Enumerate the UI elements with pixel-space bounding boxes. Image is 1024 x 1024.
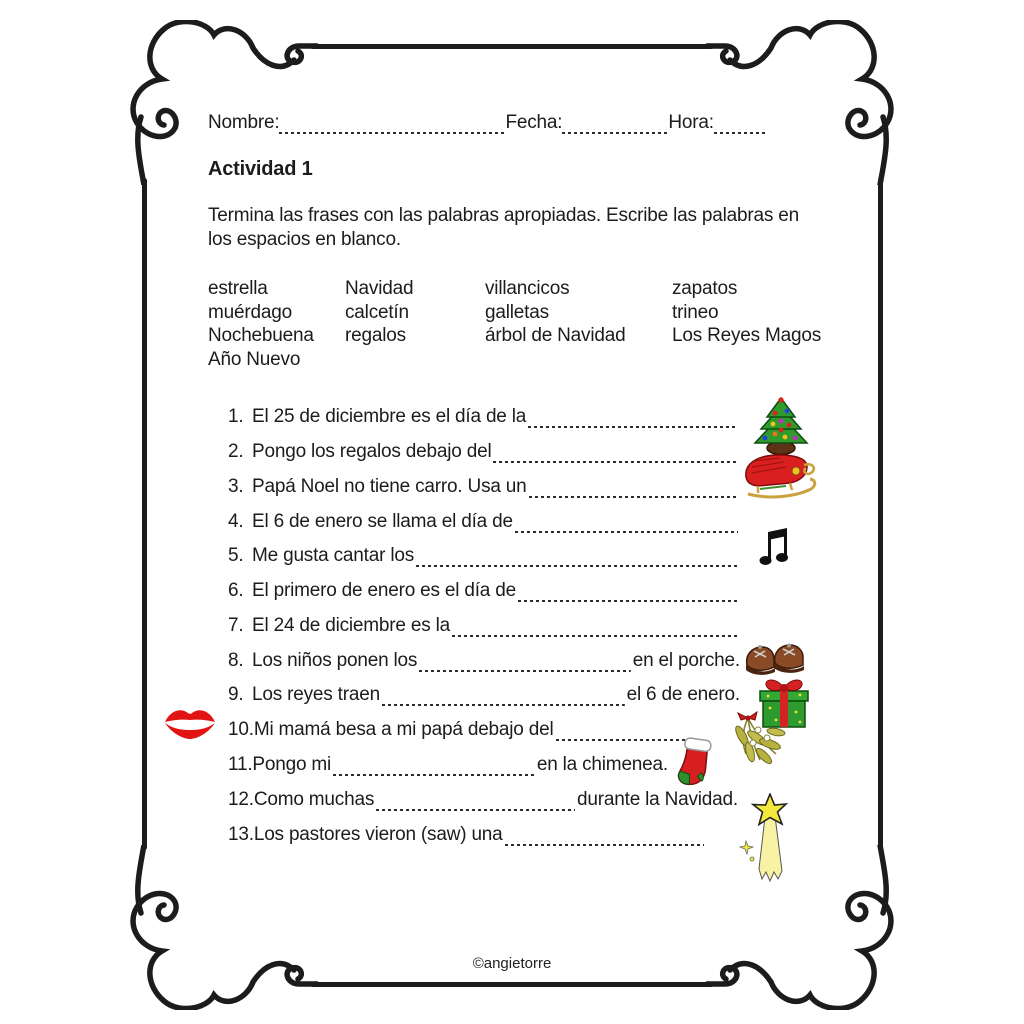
fecha-label: Fecha: bbox=[505, 112, 563, 133]
answer-blank[interactable] bbox=[515, 517, 738, 533]
question-number: 6. bbox=[228, 580, 244, 601]
question-number: 11. bbox=[228, 754, 253, 775]
question-suffix: en el porche. bbox=[632, 650, 740, 671]
question-text: Como muchas bbox=[253, 789, 375, 810]
question-row bbox=[228, 717, 706, 741]
question-number: 1. bbox=[228, 406, 244, 427]
question-row bbox=[228, 787, 738, 811]
question-number: 13. bbox=[228, 824, 254, 845]
answer-blank[interactable] bbox=[382, 690, 625, 706]
question-row bbox=[228, 752, 668, 776]
question-row bbox=[228, 648, 740, 672]
answer-blank[interactable] bbox=[529, 482, 738, 498]
question-text: Me gusta cantar los bbox=[252, 545, 415, 566]
lips-kiss-image bbox=[162, 702, 218, 742]
question-row bbox=[228, 613, 740, 637]
question-row bbox=[228, 822, 706, 846]
instructions-text: Termina las frases con las palabras apropiadas. Escribe las palabras en los espacios en blanco. bbox=[208, 205, 799, 250]
hora-blank[interactable] bbox=[714, 117, 766, 134]
answer-blank[interactable] bbox=[452, 621, 738, 637]
answer-blank[interactable] bbox=[518, 586, 738, 602]
question-number: 9. bbox=[228, 684, 244, 705]
question-number: 3. bbox=[228, 476, 244, 497]
question-row bbox=[228, 682, 740, 706]
border-top-line bbox=[310, 44, 714, 49]
question-text: Los pastores vieron (saw) una bbox=[253, 824, 503, 845]
question-number: 7. bbox=[228, 615, 244, 636]
christmas-tree-image bbox=[748, 397, 812, 457]
answer-blank[interactable] bbox=[528, 412, 738, 428]
question-text: Los niños ponen los bbox=[252, 650, 418, 671]
question-suffix: en la chimenea. bbox=[536, 754, 668, 775]
border-corner-bottom-left-flourish bbox=[118, 845, 318, 1010]
hora-label: Hora: bbox=[668, 112, 714, 133]
question-text: El 24 de diciembre es la bbox=[252, 615, 450, 636]
word-bank-column-3 bbox=[485, 277, 672, 371]
question-text: El 6 de enero se llama el día de bbox=[252, 511, 513, 532]
sleigh-image bbox=[740, 449, 818, 503]
question-number: 10. bbox=[228, 719, 254, 740]
nombre-label: Nombre: bbox=[208, 112, 280, 133]
word-bank-word: trineo bbox=[672, 301, 719, 323]
answer-blank[interactable] bbox=[416, 551, 738, 567]
border-bottom-line bbox=[310, 982, 714, 987]
word-bank-column-4 bbox=[672, 277, 832, 371]
mistletoe-image bbox=[724, 710, 788, 768]
question-row bbox=[228, 509, 740, 533]
shooting-star-image bbox=[734, 793, 802, 887]
question-number: 4. bbox=[228, 511, 244, 532]
question-row bbox=[228, 578, 740, 602]
fecha-blank[interactable] bbox=[562, 117, 668, 134]
question-suffix: el 6 de enero. bbox=[626, 684, 740, 705]
word-bank-word: Año Nuevo bbox=[208, 348, 301, 370]
nombre-blank[interactable] bbox=[279, 117, 505, 134]
border-corner-top-right-flourish bbox=[706, 20, 906, 185]
stocking-image bbox=[674, 736, 716, 794]
word-bank-word: zapatos bbox=[672, 278, 738, 299]
word-bank-word: villancicos bbox=[485, 278, 570, 299]
question-row bbox=[228, 404, 740, 428]
word-bank-word: regalos bbox=[345, 325, 406, 346]
word-bank-word: Navidad bbox=[345, 278, 414, 299]
question-row bbox=[228, 439, 740, 463]
question-text: El primero de enero es el día de bbox=[252, 580, 516, 601]
answer-blank[interactable] bbox=[333, 760, 535, 776]
word-bank-word: muérdago bbox=[208, 301, 292, 323]
word-bank-word: galletas bbox=[485, 301, 549, 323]
word-bank-column-2 bbox=[345, 277, 485, 371]
header-row bbox=[208, 112, 770, 134]
word-bank-word: árbol de Navidad bbox=[485, 325, 626, 346]
question-number: 12. bbox=[228, 789, 254, 810]
question-row bbox=[228, 474, 740, 498]
music-notes-icon bbox=[757, 528, 789, 566]
word-bank-word: estrella bbox=[208, 278, 268, 299]
answer-blank[interactable] bbox=[376, 795, 575, 811]
question-text: Pongo mi bbox=[252, 754, 332, 775]
question-text: El 25 de diciembre es el día de la bbox=[252, 406, 527, 427]
answer-blank[interactable] bbox=[419, 656, 631, 672]
word-bank-word: Los Reyes Magos bbox=[672, 325, 822, 346]
activity-title: Actividad 1 bbox=[208, 158, 313, 180]
question-text: Mi mamá besa a mi papá debajo del bbox=[253, 719, 554, 740]
question-number: 8. bbox=[228, 650, 244, 671]
word-bank-word: calcetín bbox=[345, 301, 409, 323]
question-number: 2. bbox=[228, 441, 244, 462]
question-text: Pongo los regalos debajo del bbox=[252, 441, 492, 462]
answer-blank[interactable] bbox=[493, 447, 738, 463]
question-suffix: durante la Navidad. bbox=[577, 789, 738, 810]
question-number: 5. bbox=[228, 545, 244, 566]
question-row bbox=[228, 543, 740, 567]
question-text: Papá Noel no tiene carro. Usa un bbox=[252, 476, 527, 497]
answer-blank[interactable] bbox=[505, 830, 704, 846]
word-bank-column-1 bbox=[208, 277, 345, 371]
border-right-line bbox=[878, 178, 883, 850]
word-bank-word: Nochebuena bbox=[208, 325, 314, 346]
border-left-line bbox=[142, 178, 147, 850]
credit-text: ©angietorre bbox=[472, 955, 552, 972]
question-text: Los reyes traen bbox=[252, 684, 380, 705]
word-bank bbox=[208, 277, 832, 371]
